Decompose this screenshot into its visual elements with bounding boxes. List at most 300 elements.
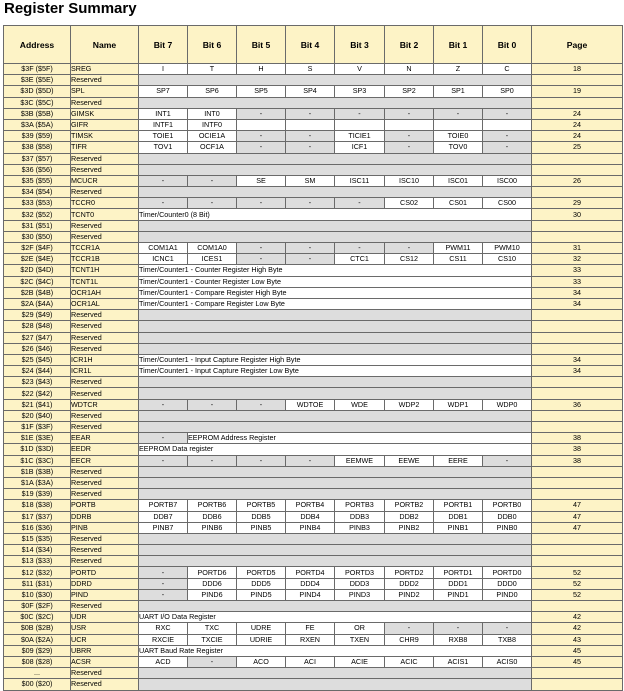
register-row (4, 634, 623, 645)
page-cell: 38 (532, 433, 623, 444)
bit1-cell: TOV0 (434, 142, 483, 153)
name-cell: TCCR1B (71, 254, 139, 265)
bit4-cell: PORTD4 (286, 567, 335, 578)
name-cell: OCR1AH (71, 287, 139, 298)
name-cell: Reserved (71, 153, 139, 164)
address-cell: $29 ($49) (4, 310, 71, 321)
page-cell (532, 321, 623, 332)
name-cell: Reserved (71, 377, 139, 388)
bit3-cell: - (335, 243, 385, 254)
page-cell (532, 422, 623, 433)
page-cell (532, 679, 623, 690)
address-cell: $37 ($57) (4, 153, 71, 164)
page-cell: 52 (532, 567, 623, 578)
bit1-cell: ISC01 (434, 175, 483, 186)
bit3-cell: V (335, 64, 385, 75)
register-row (4, 97, 623, 108)
bit6-cell: T (188, 64, 237, 75)
register-row (4, 433, 623, 444)
address-cell: $2D ($4D) (4, 265, 71, 276)
bit6-cell: INTF0 (188, 119, 237, 130)
bit7-cell: I (139, 64, 188, 75)
name-cell: USR (71, 623, 139, 634)
register-row (4, 589, 623, 600)
page-cell (532, 377, 623, 388)
address-cell: $31 ($51) (4, 220, 71, 231)
bit5-cell: - (237, 455, 286, 466)
name-cell: Reserved (71, 410, 139, 421)
page-cell (532, 601, 623, 612)
bit3-cell: OR (335, 623, 385, 634)
bit6-cell: PINB6 (188, 522, 237, 533)
bit1-cell (434, 119, 483, 130)
address-cell: $11 ($31) (4, 578, 71, 589)
register-row (4, 310, 623, 321)
page-cell (532, 343, 623, 354)
reserved-fill (139, 220, 532, 231)
register-description: Timer/Counter1 - Input Capture Register Low Byte (139, 366, 532, 377)
page-cell (532, 220, 623, 231)
bit3-cell: TXEN (335, 634, 385, 645)
register-row (4, 265, 623, 276)
bit5-cell: UDRE (237, 623, 286, 634)
bit2-cell: PORTB2 (385, 500, 434, 511)
address-cell: $09 ($29) (4, 645, 71, 656)
header-address: Address (4, 26, 71, 64)
bit4-cell: S (286, 64, 335, 75)
bit1-cell: CS11 (434, 254, 483, 265)
bit7-cell: PINB7 (139, 522, 188, 533)
page-title: Register Summary (4, 0, 137, 17)
bit0-cell: - (483, 131, 532, 142)
page-cell: 29 (532, 198, 623, 209)
bit0-cell: DDB0 (483, 511, 532, 522)
address-cell: $19 ($39) (4, 489, 71, 500)
register-row (4, 321, 623, 332)
page-cell: 24 (532, 108, 623, 119)
name-cell: UBRR (71, 645, 139, 656)
bit7-cell: RXCIE (139, 634, 188, 645)
bit3-cell: TICIE1 (335, 131, 385, 142)
bit1-cell: WDP1 (434, 399, 483, 410)
register-row (4, 131, 623, 142)
register-description: Timer/Counter1 - Compare Register Low Byte (139, 298, 532, 309)
bit0-cell: PIND0 (483, 589, 532, 600)
bit7-cell: TOIE1 (139, 131, 188, 142)
reserved-fill (139, 187, 532, 198)
name-cell: Reserved (71, 477, 139, 488)
name-cell: Reserved (71, 533, 139, 544)
register-row (4, 108, 623, 119)
bit6-cell: - (188, 656, 237, 667)
bit4-cell: DDB4 (286, 511, 335, 522)
bit0-cell: PWM10 (483, 243, 532, 254)
bit4-cell: - (286, 142, 335, 153)
register-row (4, 533, 623, 544)
name-cell: UCR (71, 634, 139, 645)
address-cell: $34 ($54) (4, 187, 71, 198)
bit5-cell: UDRIE (237, 634, 286, 645)
name-cell: GIFR (71, 119, 139, 130)
bit5-cell: DDD5 (237, 578, 286, 589)
address-cell: $2F ($4F) (4, 243, 71, 254)
bit6-cell: TXCIE (188, 634, 237, 645)
bit6-cell: OCIE1A (188, 131, 237, 142)
bit2-cell: DDB2 (385, 511, 434, 522)
bit7-cell: DDB7 (139, 511, 188, 522)
register-row (4, 422, 623, 433)
register-row (4, 75, 623, 86)
address-cell: $24 ($44) (4, 366, 71, 377)
name-cell: ICR1L (71, 366, 139, 377)
name-cell: Reserved (71, 679, 139, 690)
register-row (4, 332, 623, 343)
bit1-cell: - (434, 108, 483, 119)
bit4-cell: - (286, 254, 335, 265)
name-cell: Reserved (71, 310, 139, 321)
reserved-fill (139, 75, 532, 86)
address-cell: $2E ($4E) (4, 254, 71, 265)
bit0-cell: PORTD0 (483, 567, 532, 578)
address-cell: $1C ($3C) (4, 455, 71, 466)
page-cell: 43 (532, 634, 623, 645)
bit0-cell: ISC00 (483, 175, 532, 186)
address-cell: $21 ($41) (4, 399, 71, 410)
register-row (4, 455, 623, 466)
address-cell: $2B ($4B) (4, 287, 71, 298)
bit5-cell: - (237, 399, 286, 410)
register-row (4, 545, 623, 556)
page-cell (532, 388, 623, 399)
header-bit5: Bit 5 (237, 26, 286, 64)
bit1-cell: DDB1 (434, 511, 483, 522)
header-row (4, 26, 623, 64)
bit7-cell: - (139, 578, 188, 589)
name-cell: EEDR (71, 444, 139, 455)
register-row (4, 511, 623, 522)
reserved-fill (139, 164, 532, 175)
bit7-cell: - (139, 567, 188, 578)
bit7-cell: - (139, 455, 188, 466)
bit1-cell: DDD1 (434, 578, 483, 589)
bit3-cell: SP3 (335, 86, 385, 97)
register-description: UART I/O Data Register (139, 612, 532, 623)
register-row (4, 298, 623, 309)
bit6-cell: PORTD6 (188, 567, 237, 578)
page-cell: 19 (532, 86, 623, 97)
bit4-cell: PORTB4 (286, 500, 335, 511)
bit6-cell: - (188, 198, 237, 209)
address-cell: $12 ($32) (4, 567, 71, 578)
bit7-cell: COM1A1 (139, 243, 188, 254)
address-cell: $25 ($45) (4, 354, 71, 365)
page-cell (532, 332, 623, 343)
register-description: Timer/Counter1 - Compare Register High Byte (139, 287, 532, 298)
bit4-cell: RXEN (286, 634, 335, 645)
address-cell: $13 ($33) (4, 556, 71, 567)
name-cell: WDTCR (71, 399, 139, 410)
register-description: Timer/Counter1 - Counter Register Low Byte (139, 276, 532, 287)
header-bit2: Bit 2 (385, 26, 434, 64)
name-cell: EECR (71, 455, 139, 466)
address-cell: $0C ($2C) (4, 612, 71, 623)
bit3-cell: WDE (335, 399, 385, 410)
register-row (4, 153, 623, 164)
bit4-cell: SM (286, 175, 335, 186)
bit0-cell: PORTB0 (483, 500, 532, 511)
bit6-cell: ICES1 (188, 254, 237, 265)
name-cell: EEAR (71, 433, 139, 444)
register-row (4, 175, 623, 186)
bit3-cell: CTC1 (335, 254, 385, 265)
header-bit0: Bit 0 (483, 26, 532, 64)
bit5-cell: - (237, 198, 286, 209)
bit2-cell: - (385, 131, 434, 142)
bit3-cell: ACIE (335, 656, 385, 667)
address-cell: $1A ($3A) (4, 477, 71, 488)
bit4-cell: PINB4 (286, 522, 335, 533)
bit3-cell: - (335, 108, 385, 119)
bit0-cell: - (483, 142, 532, 153)
address-cell: $32 ($52) (4, 209, 71, 220)
name-cell: Reserved (71, 545, 139, 556)
header-bit3: Bit 3 (335, 26, 385, 64)
bit6-cell: OCF1A (188, 142, 237, 153)
name-cell: Reserved (71, 187, 139, 198)
register-row (4, 556, 623, 567)
bit6-cell: - (188, 455, 237, 466)
bit0-cell: CS10 (483, 254, 532, 265)
page-cell: 42 (532, 623, 623, 634)
bit2-cell: PORTD2 (385, 567, 434, 578)
address-cell: ... (4, 668, 71, 679)
address-cell: $0A ($2A) (4, 634, 71, 645)
register-row (4, 354, 623, 365)
page-cell (532, 466, 623, 477)
reserved-fill (139, 489, 532, 500)
reserved-fill (139, 545, 532, 556)
address-cell: $3A ($5A) (4, 119, 71, 130)
name-cell: Reserved (71, 97, 139, 108)
header-bit1: Bit 1 (434, 26, 483, 64)
bit3-cell: DDD3 (335, 578, 385, 589)
address-cell: $3E ($5E) (4, 75, 71, 86)
bit2-cell: WDP2 (385, 399, 434, 410)
bit1-cell: RXB8 (434, 634, 483, 645)
bit1-cell: PWM11 (434, 243, 483, 254)
address-cell: $3B ($5B) (4, 108, 71, 119)
bit2-cell: ISC10 (385, 175, 434, 186)
register-description: UART Baud Rate Register (139, 645, 532, 656)
page-cell (532, 556, 623, 567)
register-description: EEPROM Address Register (188, 433, 532, 444)
page-cell: 34 (532, 298, 623, 309)
bit1-cell: PIND1 (434, 589, 483, 600)
header-bit6: Bit 6 (188, 26, 237, 64)
bit4-cell: WDTOE (286, 399, 335, 410)
bit7-cell: - (139, 589, 188, 600)
register-row (4, 243, 623, 254)
register-row (4, 231, 623, 242)
name-cell: TCNT1L (71, 276, 139, 287)
name-cell: MCUCR (71, 175, 139, 186)
address-cell: $26 ($46) (4, 343, 71, 354)
page-cell: 25 (532, 142, 623, 153)
page-cell: 24 (532, 119, 623, 130)
register-rows (4, 64, 623, 691)
address-cell: $1D ($3D) (4, 444, 71, 455)
page-cell (532, 489, 623, 500)
name-cell: DDRB (71, 511, 139, 522)
bit0-cell: CS00 (483, 198, 532, 209)
name-cell: TCNT1H (71, 265, 139, 276)
bit3-cell: PORTB3 (335, 500, 385, 511)
name-cell: TIMSK (71, 131, 139, 142)
page-cell (532, 410, 623, 421)
bit2-cell: PINB2 (385, 522, 434, 533)
register-row (4, 522, 623, 533)
name-cell: Reserved (71, 422, 139, 433)
bit1-cell: PORTB1 (434, 500, 483, 511)
name-cell: PIND (71, 589, 139, 600)
bit6-cell: SP6 (188, 86, 237, 97)
bit7-cell: INTF1 (139, 119, 188, 130)
header-name: Name (71, 26, 139, 64)
bit1-cell: Z (434, 64, 483, 75)
page-cell: 32 (532, 254, 623, 265)
name-cell: ICR1H (71, 354, 139, 365)
page-cell: 52 (532, 578, 623, 589)
register-row (4, 612, 623, 623)
bit7-cell: INT1 (139, 108, 188, 119)
name-cell: Reserved (71, 231, 139, 242)
register-row (4, 578, 623, 589)
bit4-cell: SP4 (286, 86, 335, 97)
bit3-cell (335, 119, 385, 130)
address-cell: $28 ($48) (4, 321, 71, 332)
page-cell: 34 (532, 354, 623, 365)
page-cell: 45 (532, 656, 623, 667)
name-cell: Reserved (71, 164, 139, 175)
register-row (4, 623, 623, 634)
bit4-cell: - (286, 131, 335, 142)
bit3-cell: PIND3 (335, 589, 385, 600)
bit1-cell: CS01 (434, 198, 483, 209)
page-cell: 38 (532, 455, 623, 466)
bit6-cell: PIND6 (188, 589, 237, 600)
bit2-cell: PIND2 (385, 589, 434, 600)
bit2-cell: EEWE (385, 455, 434, 466)
bit2-cell: - (385, 142, 434, 153)
reserved-fill (139, 668, 532, 679)
name-cell: UDR (71, 612, 139, 623)
page-cell: 42 (532, 612, 623, 623)
register-row (4, 164, 623, 175)
bit4-cell (286, 119, 335, 130)
name-cell: PORTD (71, 567, 139, 578)
register-summary-table (3, 25, 623, 691)
register-row (4, 198, 623, 209)
address-cell: $17 ($37) (4, 511, 71, 522)
bit2-cell: CS12 (385, 254, 434, 265)
bit3-cell: PINB3 (335, 522, 385, 533)
bit7-cell: SP7 (139, 86, 188, 97)
name-cell: ACSR (71, 656, 139, 667)
name-cell: Reserved (71, 668, 139, 679)
name-cell: Reserved (71, 601, 139, 612)
bit0-cell: WDP0 (483, 399, 532, 410)
bit5-cell: H (237, 64, 286, 75)
bit2-cell (385, 119, 434, 130)
reserved-fill (139, 422, 532, 433)
bit4-cell: PIND4 (286, 589, 335, 600)
register-row (4, 119, 623, 130)
page-cell (532, 477, 623, 488)
bit3-cell: - (335, 198, 385, 209)
address-cell: $15 ($35) (4, 533, 71, 544)
page-cell: 18 (532, 64, 623, 75)
bit5-cell: PIND5 (237, 589, 286, 600)
bit7-cell: - (139, 433, 188, 444)
register-row (4, 679, 623, 690)
bit7-cell: TOV1 (139, 142, 188, 153)
bit2-cell: CHR9 (385, 634, 434, 645)
address-cell: $1B ($3B) (4, 466, 71, 477)
page-cell (532, 97, 623, 108)
bit2-cell: N (385, 64, 434, 75)
reserved-fill (139, 388, 532, 399)
name-cell: Reserved (71, 220, 139, 231)
name-cell: Reserved (71, 75, 139, 86)
page-cell: 47 (532, 522, 623, 533)
bit1-cell: PORTD1 (434, 567, 483, 578)
name-cell: TIFR (71, 142, 139, 153)
page-cell: 33 (532, 265, 623, 276)
register-row (4, 209, 623, 220)
bit5-cell: PINB5 (237, 522, 286, 533)
bit6-cell: DDB6 (188, 511, 237, 522)
page-cell: 38 (532, 444, 623, 455)
reserved-fill (139, 231, 532, 242)
register-row (4, 254, 623, 265)
name-cell: TCCR1A (71, 243, 139, 254)
page-cell (532, 231, 623, 242)
header-page: Page (532, 26, 623, 64)
name-cell: Reserved (71, 343, 139, 354)
address-cell: $20 ($40) (4, 410, 71, 421)
page-cell (532, 153, 623, 164)
bit5-cell: PORTD5 (237, 567, 286, 578)
page-cell: 47 (532, 500, 623, 511)
bit4-cell: - (286, 198, 335, 209)
bit7-cell: - (139, 198, 188, 209)
bit6-cell: DDD6 (188, 578, 237, 589)
name-cell: Reserved (71, 321, 139, 332)
page-cell: 30 (532, 209, 623, 220)
address-cell: $0F ($2F) (4, 601, 71, 612)
bit4-cell: ACI (286, 656, 335, 667)
reserved-fill (139, 321, 532, 332)
bit7-cell: PORTB7 (139, 500, 188, 511)
register-row (4, 466, 623, 477)
bit2-cell: - (385, 108, 434, 119)
bit5-cell: - (237, 142, 286, 153)
reserved-fill (139, 679, 532, 690)
name-cell: Reserved (71, 332, 139, 343)
register-description: Timer/Counter1 - Counter Register High Byte (139, 265, 532, 276)
bit0-cell (483, 119, 532, 130)
register-row (4, 601, 623, 612)
